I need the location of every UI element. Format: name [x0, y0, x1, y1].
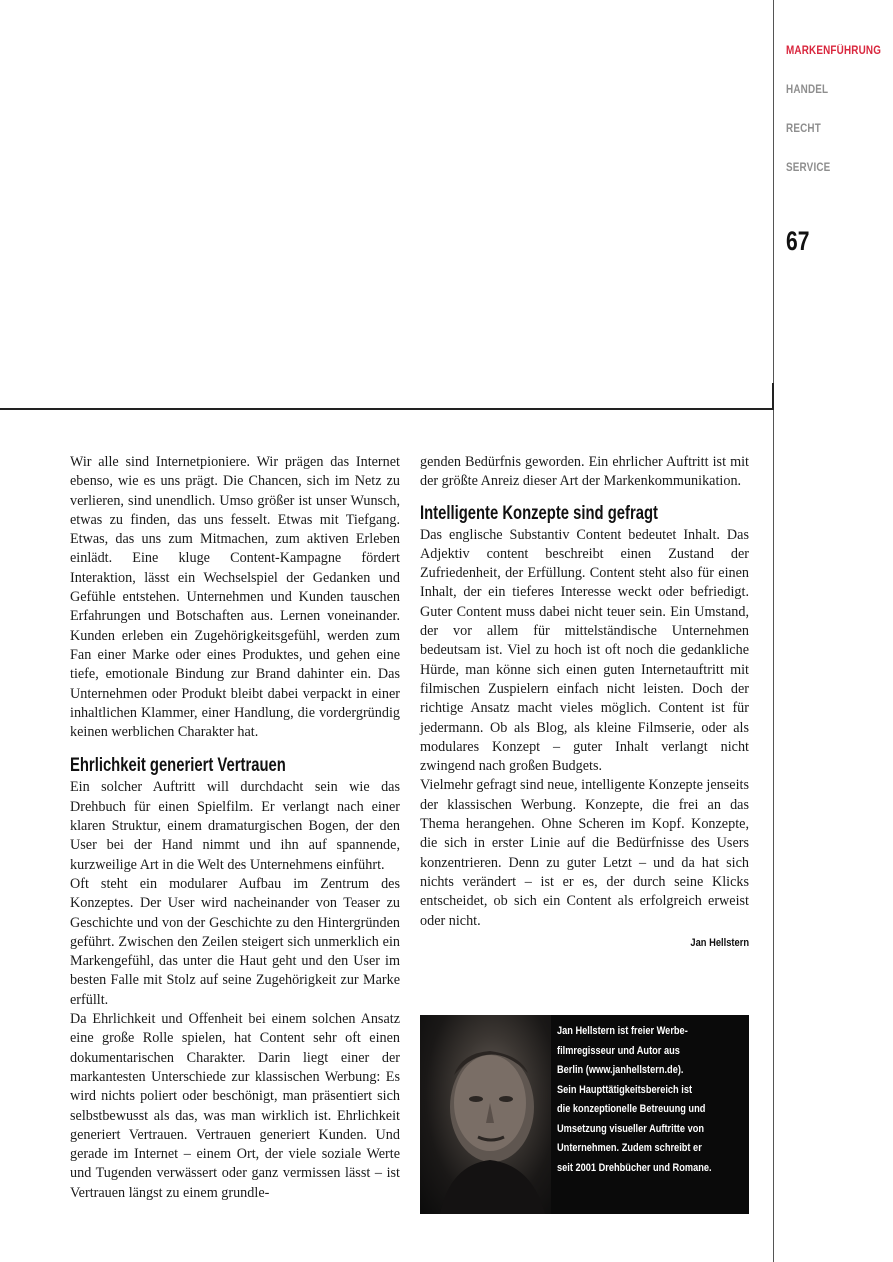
section-heading: Ehrlichkeit generiert Vertrauen	[70, 755, 286, 777]
page-number: 67	[786, 226, 810, 256]
nav-item-recht[interactable]: RECHT	[786, 123, 821, 135]
paragraph: Oft steht ein modularer Aufbau im Zentrum des Konzeptes. Der User wird nacheinander von Teaser zu Geschichte und von der Geschichte zu den Hintergründen geführt. Zwischen den Zeilen steigert sich unmerklich ein Markengefühl, das unter die Haut geht und den User im besten Falle mit Stolz auf seine Zugehörigkeit zur Marke erfüllt.	[70, 875, 400, 1008]
article-column-left	[70, 453, 400, 1203]
nav-item-service[interactable]: SERVICE	[786, 162, 831, 174]
section-nav	[786, 44, 891, 200]
author-name: Jan Hellstern	[690, 936, 749, 949]
paragraph: Da Ehrlichkeit und Offenheit bei einem solchen Ansatz eine große Rolle spielen, hat Content sehr oft einen dokumentarischen Charakter. Darin liegt einer der markantesten Unterschiede zur klassischen Werbung: Es wird nichts poliert oder beschönigt, man präsentiert sich selbstbewusst als das, was man wirklich ist. Ehrlichkeit generiert Vertrauen. Vertrauen generiert Kunden. Und gerade im Internet – einem Ort, der viele soziale Werte und Tugenden verwässert oder ganz vermissen lässt – ist Vertrauen längst zu einem grundle-	[70, 1011, 400, 1201]
section-heading: Intelligente Konzepte sind gefragt	[420, 502, 658, 524]
author-bio-box	[420, 1015, 749, 1214]
article-column-right	[420, 453, 749, 953]
header-rule	[0, 408, 774, 410]
paragraph: Vielmehr gefragt sind neue, intelligente Konzepte jenseits der klassischen Werbung. Konzepte, die frei an das Thema herangehen. Ohne Scheren im Kopf. Konzepte, die sich in erster Linie auf die Bedürfnisse des Users konzentrieren. Denn zu guter Letzt – und da hat sich nichts verändert – ist er es, der durch seine Klicks entscheidet, ob sich ein Content als erfolgreich erweist oder nicht.	[420, 777, 749, 929]
author-byline	[420, 934, 749, 953]
bio-line: Unternehmen. Zudem schreibt er	[557, 1142, 702, 1154]
nav-item-handel[interactable]: HANDEL	[786, 84, 829, 96]
sidebar-divider	[773, 0, 774, 1262]
bio-line: Sein Haupttätigkeitsbereich ist	[557, 1083, 693, 1096]
author-bio-text	[557, 1022, 733, 1178]
bio-line: die konzeptionelle Betreuung und	[557, 1103, 706, 1115]
bio-line: Berlin (www.janhellstern.de).	[557, 1064, 684, 1076]
portrait-illustration	[420, 1015, 551, 1214]
bio-line: filmregisseur und Autor aus	[557, 1044, 680, 1057]
paragraph: Das englische Substantiv Content bedeutet Inhalt. Das Adjektiv content beschreibt einen Zustand der Zufriedenheit, der Erfüllung. Content steht also für einen Inhalt, der ein tieferes Interesse weckt oder befriedigt. Guter Content muss dabei nicht teuer sein. Ein Umstand, der vor allem für mittelständische Unternehmen bedeutsam ist. Viel zu hoch ist oft noch die gedankliche Hürde, man könne sich einen guten Internetauftritt mit filmischen Zuspielern einfach nicht leisten. Doch der richtige Ansatz macht vieles möglich. Content ist für jedermann. Ob als Blog, als kleine Filmserie, oder als modulares Konzept – guter Inhalt verlangt nicht zwingend nach großen Budgets.	[420, 526, 749, 775]
nav-item-markenfuehrung[interactable]: MARKENFÜHRUNG	[786, 45, 882, 57]
paragraph: Wir alle sind Internetpioniere. Wir prägen das Internet ebenso, wie es uns prägt. Die Chancen, sich im Netz zu verlieren, sind unendlich. Umso größer ist unser Wunsch, etwas zu finden, das uns fesselt. Etwas mit Tiefgang. Etwas, das uns zum Mitmachen, zum aktiven Erleben einlädt. Eine kluge Content-Kampagne fördert Interaktion, lässt ein Wechselspiel der Gedanken und Gefühle entstehen. Unternehmen und Kunden tauschen Erfahrungen und Botschaften aus. Lernen voneinander. Kunden erleben ein Zugehörigkeitsgefühl, werden zum Fan einer Marke oder eines Produktes, und gehen eine tiefe, emotionale Bindung zur Brand dahinter ein. Das Unternehmen oder Produkt bleibt dabei verpackt in einer inhaltlichen Klammer, einer Handlung, die vordergründig keinen werblichen Charakter hat.	[70, 454, 400, 741]
paragraph: genden Bedürfnis geworden. Ein ehrlicher Auftritt ist mit der größte Anreiz dieser Art der Markenkommunikation.	[420, 454, 749, 490]
corner-tick	[772, 383, 774, 410]
bio-line: Umsetzung visueller Auftritte von	[557, 1122, 705, 1135]
author-portrait	[420, 1015, 551, 1214]
bio-line: seit 2001 Drehbücher und Romane.	[557, 1161, 712, 1174]
bio-line: Jan Hellstern ist freier Werbe-	[557, 1025, 688, 1037]
paragraph: Ein solcher Auftritt will durchdacht sein wie das Drehbuch für einen Spielfilm. Er verlangt nach einer klaren Struktur, einem dramaturgischen Bogen, der den User bei der Hand nimmt und ihn auf spannende, kurzweilige Art in die Welt des Unternehmens einführt.	[70, 779, 400, 873]
